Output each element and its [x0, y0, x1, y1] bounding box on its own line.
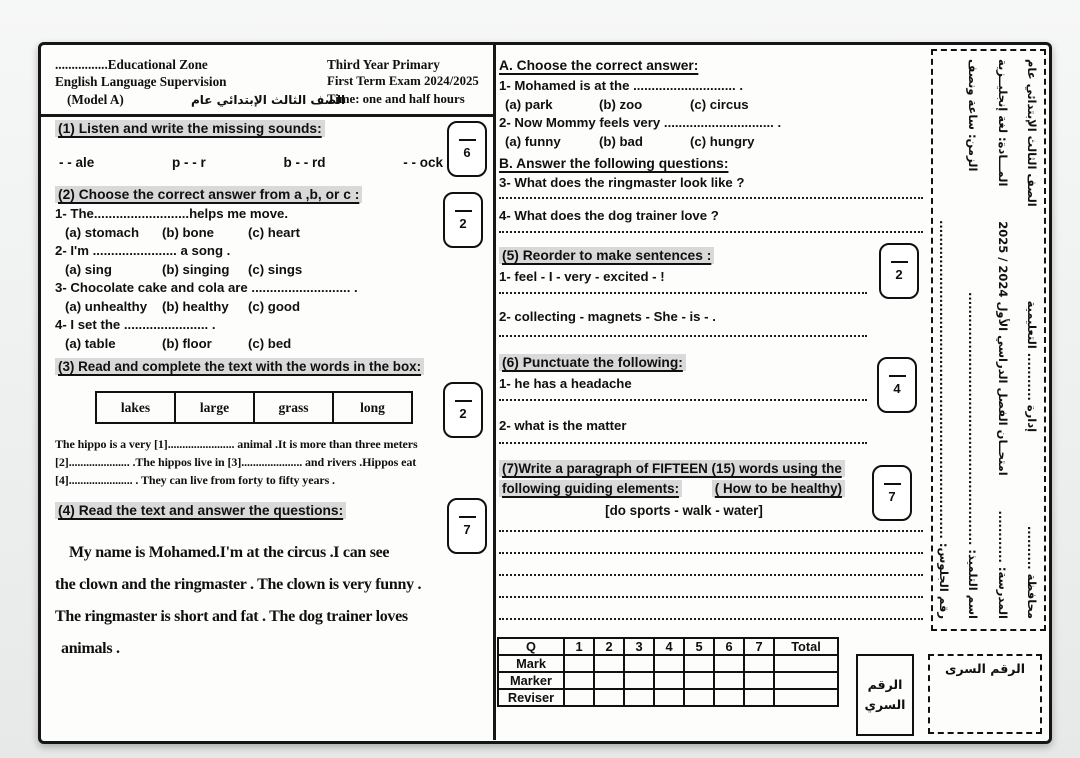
secret-number-box-solid: الرقم السري — [856, 654, 914, 736]
option-b: (b) bone — [162, 225, 215, 240]
option-a: (a) park — [505, 97, 553, 112]
word-box-cell: large — [175, 392, 254, 423]
student-name-field: اسم التلميذ: .......................................................... — [966, 292, 981, 619]
q2-options-4 — [65, 336, 291, 351]
option-c: (c) sings — [248, 262, 303, 277]
q2-question-2: 2- I'm ....................... a song . — [55, 243, 231, 258]
model-line: (Model A) — [67, 92, 124, 107]
word-box-cell: long — [333, 392, 412, 423]
answer-line — [499, 618, 923, 620]
section-3-title: (3) Read and complete the text with the words in the box: — [55, 359, 424, 374]
option-b: (b) bad — [599, 134, 643, 149]
sidebar-rotated-content — [933, 51, 1043, 627]
sound-item: b - - rd — [283, 155, 326, 170]
option-b: (b) healthy — [162, 299, 229, 314]
answer-line — [499, 552, 923, 554]
answer-line — [499, 596, 923, 598]
option-b: (b) floor — [162, 336, 212, 351]
header-arabic-class: الصف الثالث الإبتدائي عام — [191, 93, 346, 107]
passage-line: the clown and the ringmaster . The clown is very funny . — [55, 576, 422, 593]
option-b: (b) zoo — [599, 97, 643, 112]
time-line: Time: one and half hours — [327, 92, 465, 106]
section-7-title-line1: (7)Write a paragraph of FIFTEEN (15) words using the — [499, 461, 845, 476]
passage-line: The ringmaster is short and fat . The dog trainer loves — [55, 608, 408, 625]
q6-item-1: 1- he has a headache — [499, 376, 632, 391]
sidebar-row-3 — [966, 59, 980, 619]
option-c: (c) good — [248, 299, 301, 314]
grade-line: Third Year Primary — [327, 57, 440, 72]
q5-item-2: 2- collecting - magnets - She - is - . — [499, 309, 716, 324]
option-a: (a) stomach — [65, 225, 140, 240]
administration-field: إدارة ........... التعليمية — [1025, 300, 1039, 433]
word-box-cell: grass — [254, 392, 333, 423]
sidebar-row-1 — [1025, 59, 1039, 619]
secA-options-2 — [505, 134, 754, 149]
exam-term-line: First Term Exam 2024/2025 — [327, 74, 479, 88]
section-7-title-line2: following guiding elements: ( How to be healthy) — [499, 481, 845, 496]
word-box-cell: lakes — [96, 392, 175, 423]
exam-paper-page — [38, 42, 1052, 744]
mark-box-q1: 6 — [447, 121, 487, 177]
marks-table-header-row: Q 1 2 3 4 5 6 7 Total — [498, 638, 838, 655]
grade-label-arabic: الصف الثالث الإبتدائي عام — [1025, 59, 1039, 207]
option-c: (c) hungry — [690, 134, 755, 149]
seat-number-field: رقم الجلوس: ......................................................................... — [937, 219, 952, 619]
mark-box-line — [459, 139, 476, 141]
sidebar-row-2 — [996, 59, 1010, 619]
time-label-arabic: الزمن: ساعة ونصف — [966, 59, 981, 172]
marks-table-row-marker: Marker — [498, 672, 838, 689]
arabic-info-sidebar — [931, 49, 1046, 631]
column-divider — [493, 45, 496, 740]
marks-table — [497, 637, 839, 707]
exam-year: 2025 / 2024 — [995, 221, 1010, 298]
mark-box-q4: 7 — [447, 498, 487, 554]
mark-box-q3: 2 — [443, 382, 483, 438]
section-4-title: (4) Read the text and answer the questions: — [55, 503, 346, 518]
mark-box-q5: 2 — [879, 243, 919, 299]
section-5-title: (5) Reorder to make sentences : — [499, 248, 714, 263]
reading-passage — [55, 537, 487, 665]
answer-line — [499, 442, 867, 444]
secret-number-box-dashed: الرقم السرى — [928, 654, 1042, 734]
section-1-title: (1) Listen and write the missing sounds: — [55, 121, 325, 136]
section-2-title: (2) Choose the correct answer from a ,b, or c : — [55, 187, 362, 202]
q2-options-1 — [65, 225, 300, 240]
header-divider — [41, 114, 495, 117]
q2-question-1: 1- The..........................helps me move. — [55, 206, 289, 221]
option-c: (c) heart — [248, 225, 301, 240]
sound-item: - - ale — [59, 155, 95, 170]
answer-line — [499, 197, 923, 199]
option-c: (c) bed — [248, 336, 292, 351]
marks-table-row-mark: Mark — [498, 655, 838, 672]
mark-box-q7: 7 — [872, 465, 912, 521]
option-a: (a) table — [65, 336, 116, 351]
mark-box-q6: 4 — [877, 357, 917, 413]
paragraph-hints: [do sports - walk - water] — [605, 503, 763, 518]
answer-line — [499, 292, 867, 294]
answer-line — [499, 574, 923, 576]
passage-line: animals . — [61, 640, 120, 657]
secA-options-1 — [505, 97, 749, 112]
secB-question-4: 4- What does the dog trainer love ? — [499, 208, 719, 223]
hippo-paragraph — [55, 435, 483, 489]
option-b: (b) singing — [162, 262, 230, 277]
word-box — [95, 391, 413, 424]
option-a: (a) sing — [65, 262, 112, 277]
subject-label-arabic: المـــادة: لغة إنجليــزية — [995, 59, 1010, 187]
paragraph-topic: ( How to be healthy) — [712, 480, 845, 497]
option-a: (a) funny — [505, 134, 561, 149]
q2-question-4: 4- I set the ....................... . — [55, 317, 216, 332]
option-a: (a) unhealthy — [65, 299, 148, 314]
option-c: (c) circus — [690, 97, 749, 112]
q5-item-1: 1- feel - I - very - excited - ! — [499, 269, 665, 284]
answer-line — [499, 399, 867, 401]
answer-line — [499, 335, 867, 337]
secA-question-1: 1- Mohamed is at the ............................ . — [499, 78, 744, 93]
marks-table-row-reviser: Reviser — [498, 689, 838, 706]
paragraph-line: The hippo is a very [1]....................... animal .It is more than three meters — [55, 437, 418, 451]
q6-item-2: 2- what is the matter — [499, 418, 627, 433]
section-a-title: A. Choose the correct answer: — [499, 58, 699, 73]
school-field: المدرسة: ............ — [995, 510, 1010, 619]
exam-term-arabic: امتحــان الفصل الدراسي الأول 2025 / 2024 — [995, 221, 1010, 476]
mark-box-q2: 2 — [443, 192, 483, 248]
educational-zone-line: ................Educational Zone — [55, 57, 208, 72]
answer-line — [499, 231, 923, 233]
section-6-title: (6) Punctuate the following: — [499, 355, 686, 370]
answer-line — [499, 530, 923, 532]
q2-question-3: 3- Chocolate cake and cola are ........................... . — [55, 280, 358, 295]
q2-options-2 — [65, 262, 302, 277]
secA-question-2: 2- Now Mommy feels very .............................. . — [499, 115, 782, 130]
sidebar-row-4 — [937, 59, 951, 619]
sound-item: - - ock — [403, 155, 443, 170]
missing-sounds-items — [59, 155, 443, 170]
passage-line: My name is Mohamed.I'm at the circus .I can see — [69, 544, 390, 561]
secB-question-3: 3- What does the ringmaster look like ? — [499, 175, 745, 190]
supervision-line: English Language Supervision — [55, 74, 227, 89]
section-b-title: B. Answer the following questions: — [499, 156, 729, 171]
sound-item: p - - r — [172, 155, 206, 170]
q2-options-3 — [65, 299, 300, 314]
paragraph-line: [2]..................... .The hippos live in [3]..................... and rivers .Hippos eat — [55, 455, 417, 469]
paragraph-line: [4]...................... . They can live from forty to fifty years . — [55, 473, 335, 487]
governorate-field: محافظة .......... — [1025, 525, 1039, 619]
